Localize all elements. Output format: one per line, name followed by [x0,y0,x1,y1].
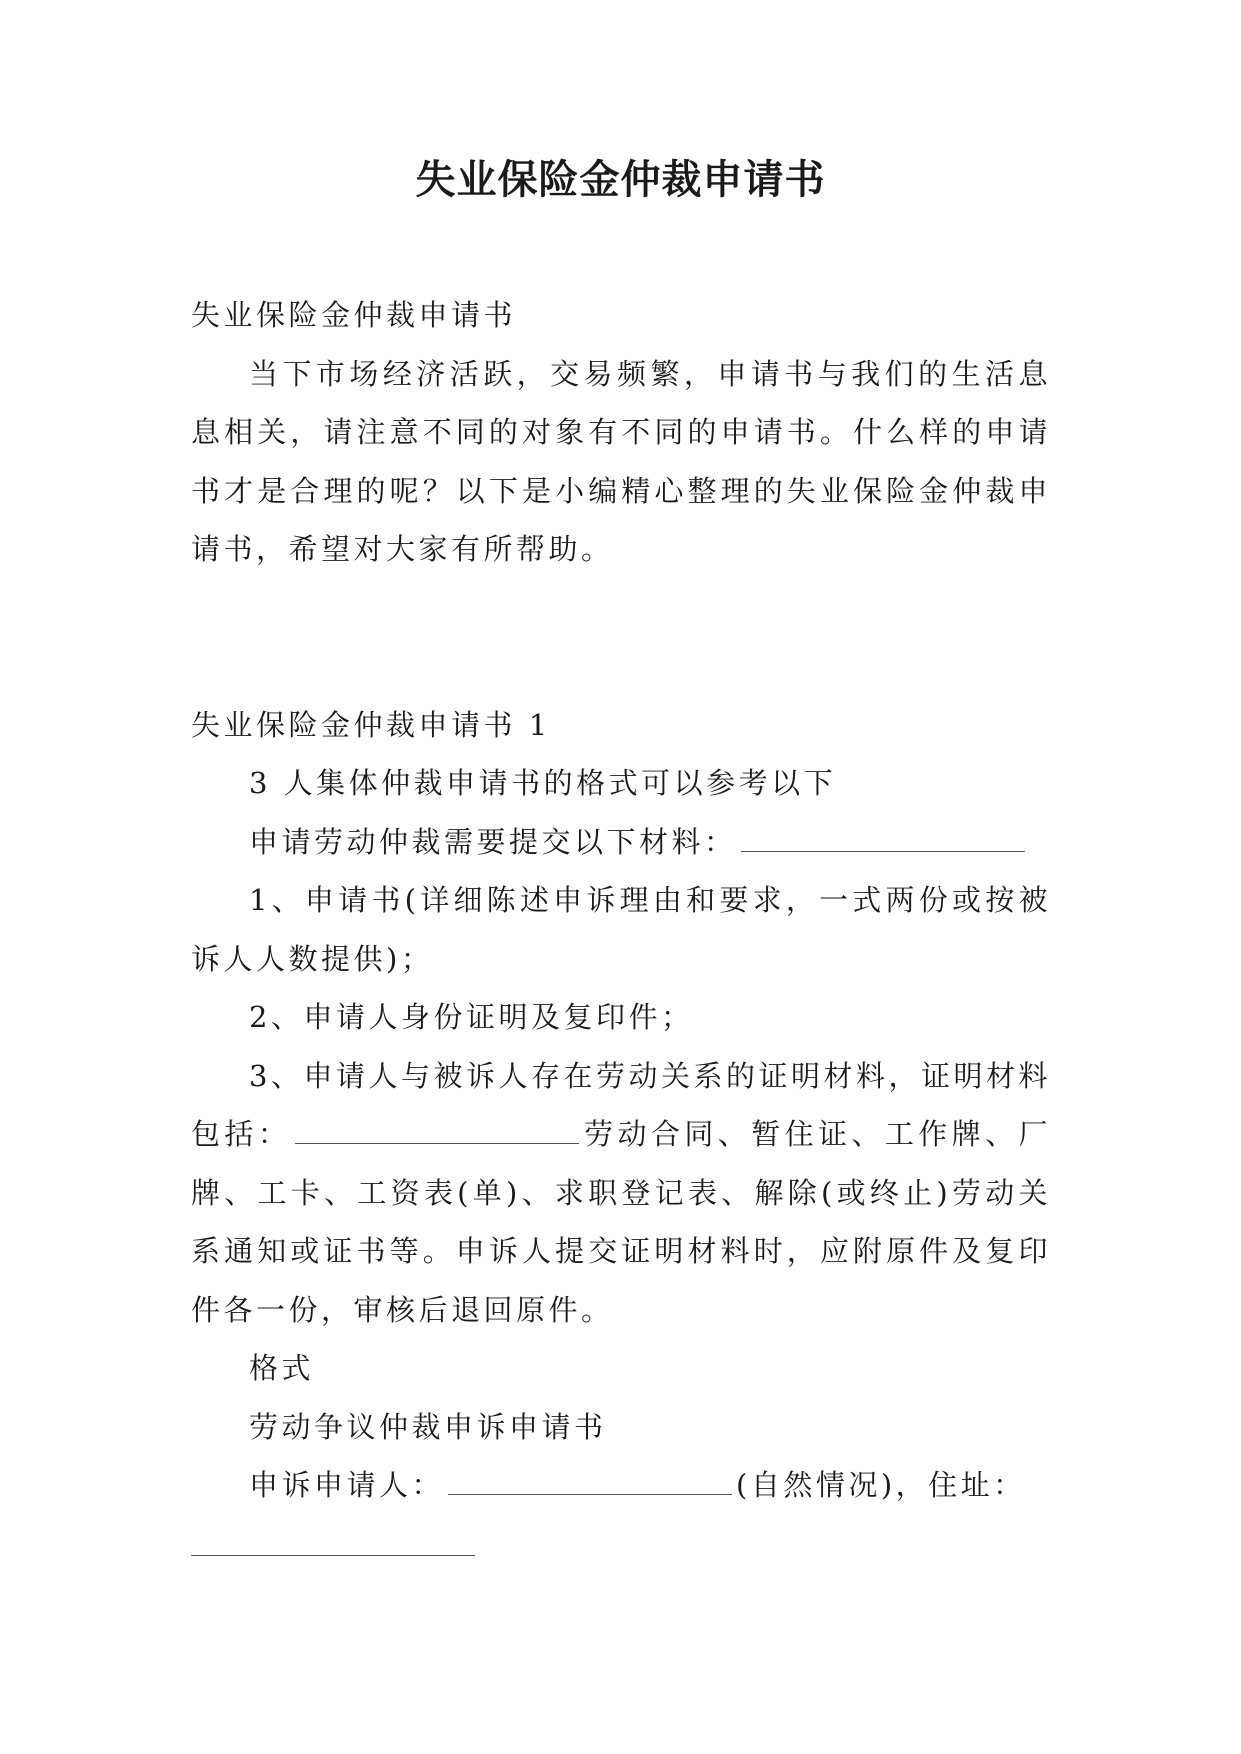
material-item-3 [191,1047,1051,1340]
intro-paragraph: 当下市场经济活跃，交易频繁，申请书与我们的生活息息相关，请注意不同的对象有不同的申请书。什么样的申请书才是合理的呢？以下是小编精心整理的失业保险金仲裁申请书，希望对大家有所帮助。 [191,356,1051,566]
section-spacer [191,579,1051,696]
materials-intro-text: 申请劳动仲裁需要提交以下材料： [249,824,737,859]
applicant-line [191,1456,1051,1515]
material-item-3-prefix: 3、申请人与被诉人存在劳动关系的证明材料，证明材料包括： [191,1058,1051,1151]
document-subtitle: 失业保险金仲裁申请书 [191,298,517,332]
materials-intro-line [191,813,1051,872]
material-item-3-blank [295,1123,579,1144]
applicant-label: 申诉申请人： [249,1468,445,1502]
document-body [191,286,1051,1556]
format-label: 格式 [249,1351,315,1385]
applicant-blank [448,1474,732,1495]
material-item-2: 2、申请人身份证明及复印件； [249,1000,694,1034]
material-item-1: 1、申请书(详细陈述申诉理由和要求，一式两份或按被诉人人数提供)； [191,883,1051,976]
section-heading: 失业保险金仲裁申请书 1 [191,707,551,742]
material-item-3-suffix: 劳动合同、暂住证、工作牌、厂牌、工卡、工资表(单)、求职登记表、解除(或终止)劳动关系通知或证书等。申诉人提交证明材料时，应附原件及复印件各一份，审核后退回原件。 [191,1117,1051,1327]
address-blank [191,1515,475,1556]
applicant-natural-text: (自然情况)，住址： [736,1468,1026,1502]
form-title: 劳动争议仲裁申诉申请书 [249,1409,607,1444]
materials-blank [741,831,1025,852]
format-reference-line: 3 人集体仲裁申请书的格式可以参考以下 [249,766,837,800]
document-title: 失业保险金仲裁申请书 [415,156,826,203]
